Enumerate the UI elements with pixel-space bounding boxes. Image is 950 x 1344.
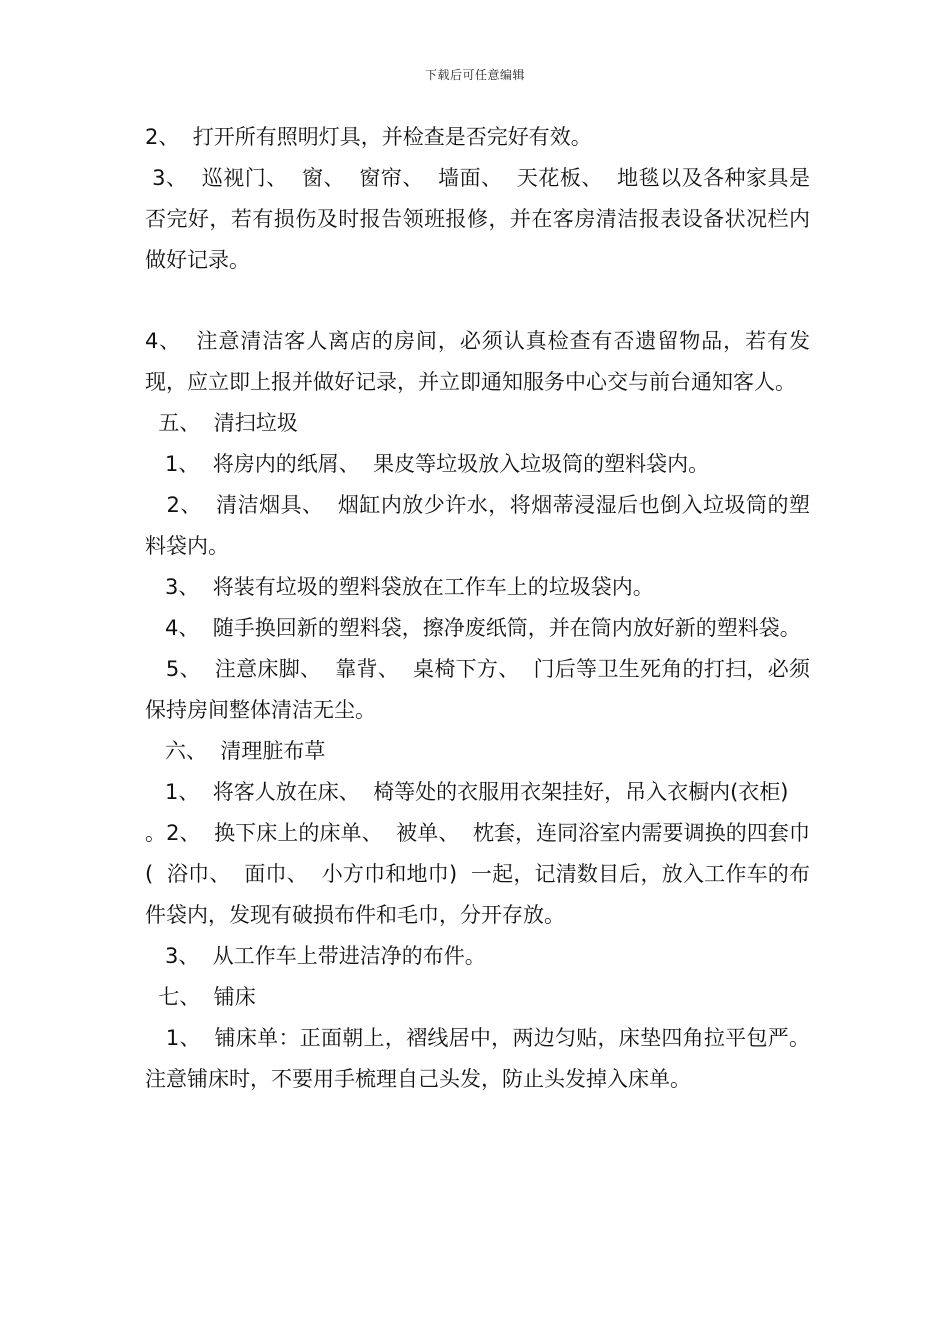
paragraph-5-5: 5、 注意床脚、 靠背、 桌椅下方、 门后等卫生死角的打扫，必须保持房间整体清洁无尘。 <box>145 657 811 722</box>
section-heading-5: 五、 清扫垃圾 <box>145 411 298 435</box>
paragraph-item-4: 4、 注意清洁客人离店的房间，必须认真检查有否遗留物品，若有发现，应立即上报并做好记录，并立即通知服务中心交与前台通知客人。 <box>145 329 810 394</box>
paragraph-item-2: 2、 打开所有照明灯具，并检查是否完好有效。 <box>145 125 592 149</box>
paragraph-7-1: 1、 铺床单：正面朝上，褶线居中，两边匀贴，床垫四角拉平包严。注意铺床时，不要用手梳理自己头发，防止头发掉入床单。 <box>145 1026 810 1091</box>
paragraph-6-3: 3、 从工作车上带进洁净的布件。 <box>145 944 486 968</box>
paragraph-item-3: 3、 巡视门、 窗、 窗帘、 墙面、 天花板、 地毯以及各种家具是否完好，若有损伤及时报告领班报修，并在客房清洁报表设备状况栏内做好记录。 <box>145 166 810 272</box>
section-heading-7: 七、 铺床 <box>145 985 256 1009</box>
document-body <box>145 117 810 1100</box>
paragraph-5-4: 4、 随手换回新的塑料袋，擦净废纸筒，并在筒内放好新的塑料袋。 <box>145 616 801 640</box>
paragraph-6-2: 。2、 换下床上的床单、 被单、 枕套，连同浴室内需要调换的四套巾( 浴巾、 面巾、 小方巾和地巾) 一起，记清数目后，放入工作车的布件袋内，发现有破损布件和毛巾，分开存放。 <box>145 821 810 927</box>
paragraph-5-3: 3、 将装有垃圾的塑料袋放在工作车上的垃圾袋内。 <box>145 575 654 599</box>
paragraph-6-1: 1、 将客人放在床、 椅等处的衣服用衣架挂好，吊入衣橱内(衣柜) <box>145 780 789 804</box>
section-heading-6: 六、 清理脏布草 <box>145 739 326 763</box>
page-header-note: 下载后可任意编辑 <box>424 68 525 82</box>
paragraph-5-2: 2、 清洁烟具、 烟缸内放少许水，将烟蒂浸湿后也倒入垃圾筒的塑料袋内。 <box>145 493 811 558</box>
paragraph-5-1: 1、 将房内的纸屑、 果皮等垃圾放入垃圾筒的塑料袋内。 <box>145 452 710 476</box>
